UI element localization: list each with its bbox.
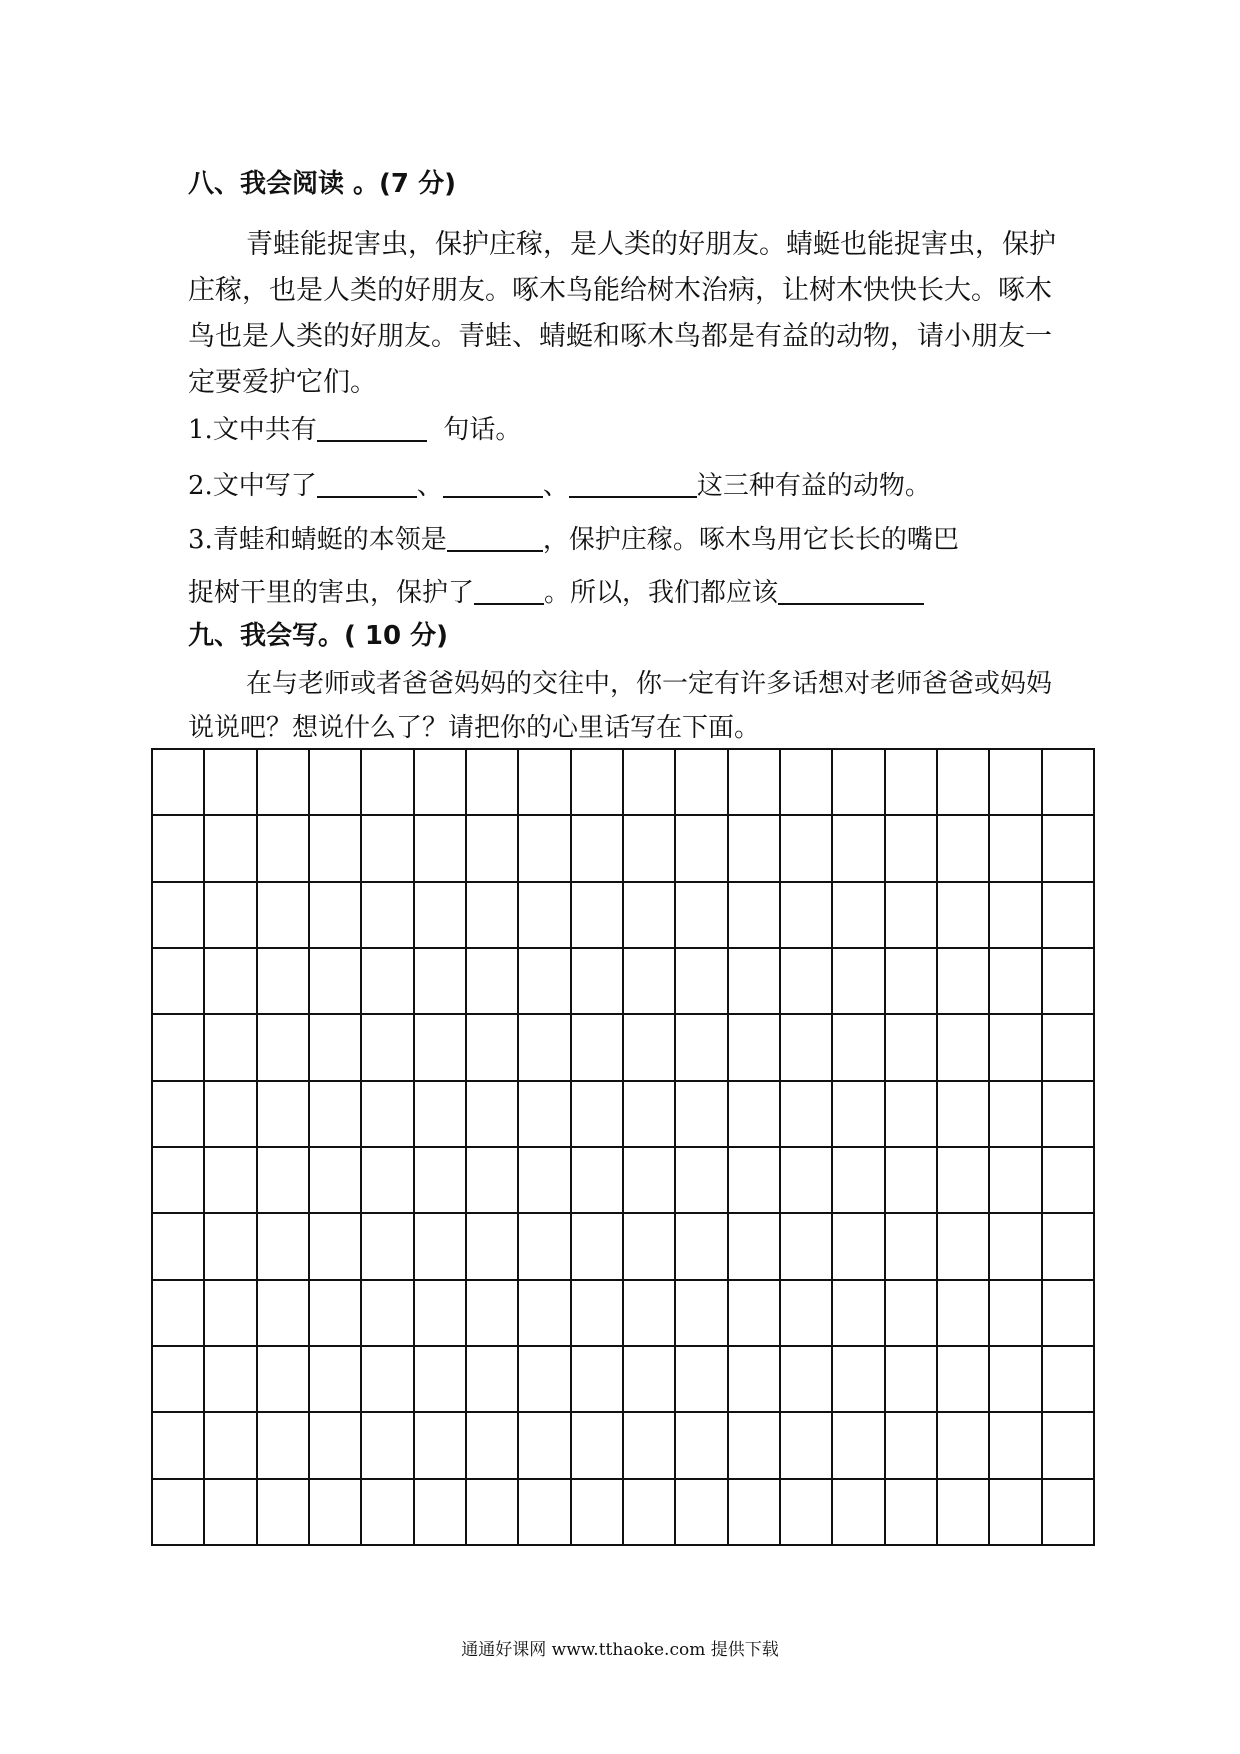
question-2-blank-2[interactable] [443,468,543,498]
grid-cell[interactable] [886,1015,938,1081]
grid-cell[interactable] [258,949,310,1015]
grid-cell[interactable] [781,1082,833,1148]
grid-cell[interactable] [990,1480,1042,1546]
grid-cell[interactable] [729,949,781,1015]
grid-cell[interactable] [572,1413,624,1479]
grid-cell[interactable] [938,1015,990,1081]
grid-cell[interactable] [938,949,990,1015]
grid-cell[interactable] [938,1148,990,1214]
grid-cell[interactable] [362,1082,414,1148]
grid-cell[interactable] [467,1015,519,1081]
question-3-text-2: ，保护庄稼。啄木鸟用它长长的嘴巴 [542,525,959,555]
grid-cell[interactable] [519,750,571,816]
grid-cell[interactable] [362,1347,414,1413]
grid-cell[interactable] [205,750,257,816]
grid-cell[interactable] [781,1148,833,1214]
grid-cell[interactable] [729,1480,781,1546]
grid-cell[interactable] [781,1214,833,1280]
grid-cell[interactable] [886,750,938,816]
question-1-text: 1.文中共有 [188,415,317,445]
grid-cell[interactable] [258,750,310,816]
grid-cell[interactable] [833,750,885,816]
grid-cell[interactable] [415,816,467,882]
grid-cell[interactable] [310,949,362,1015]
grid-cell[interactable] [572,949,624,1015]
grid-cell[interactable] [467,883,519,949]
grid-cell[interactable] [205,1082,257,1148]
grid-cell[interactable] [1043,750,1095,816]
grid-cell[interactable] [258,1148,310,1214]
grid-cell[interactable] [153,750,205,816]
grid-cell[interactable] [1043,816,1095,882]
grid-cell[interactable] [624,883,676,949]
grid-cell[interactable] [258,1413,310,1479]
question-3-blank-2[interactable] [474,575,544,605]
grid-cell[interactable] [519,816,571,882]
grid-cell[interactable] [938,1480,990,1546]
grid-cell[interactable] [310,816,362,882]
grid-cell[interactable] [467,1082,519,1148]
writing-prompt [188,662,1068,750]
grid-cell[interactable] [153,1214,205,1280]
grid-cell[interactable] [310,1015,362,1081]
grid-cell[interactable] [467,1480,519,1546]
grid-cell[interactable] [990,883,1042,949]
grid-cell[interactable] [415,1413,467,1479]
grid-cell[interactable] [572,1281,624,1347]
grid-cell[interactable] [205,816,257,882]
grid-cell[interactable] [781,1281,833,1347]
grid-cell[interactable] [990,750,1042,816]
grid-cell[interactable] [1043,949,1095,1015]
grid-cell[interactable] [153,1015,205,1081]
grid-cell[interactable] [258,1281,310,1347]
grid-cell[interactable] [781,1015,833,1081]
grid-cell[interactable] [415,1347,467,1413]
grid-cell[interactable] [1043,883,1095,949]
grid-cell[interactable] [415,883,467,949]
grid-cell[interactable] [886,816,938,882]
grid-cell[interactable] [572,1015,624,1081]
grid-cell[interactable] [886,1148,938,1214]
grid-cell[interactable] [415,949,467,1015]
grid-cell[interactable] [310,750,362,816]
grid-cell[interactable] [1043,1148,1095,1214]
grid-cell[interactable] [415,1148,467,1214]
grid-cell[interactable] [205,1214,257,1280]
grid-cell[interactable] [519,1082,571,1148]
grid-cell[interactable] [624,1148,676,1214]
grid-cell[interactable] [153,949,205,1015]
grid-cell[interactable] [467,1413,519,1479]
grid-cell[interactable] [467,1281,519,1347]
grid-cell[interactable] [519,1281,571,1347]
grid-cell[interactable] [624,949,676,1015]
grid-cell[interactable] [1043,1347,1095,1413]
grid-cell[interactable] [781,1413,833,1479]
question-3-text: 3.青蛙和蜻蜓的本领是 [188,525,447,555]
grid-cell[interactable] [886,1413,938,1479]
section-9-heading: 九、我会写。( 10 分) [188,621,449,651]
grid-cell[interactable] [258,1214,310,1280]
grid-cell[interactable] [833,883,885,949]
grid-cell[interactable] [310,1480,362,1546]
grid-cell[interactable] [153,1082,205,1148]
grid-cell[interactable] [258,816,310,882]
grid-cell[interactable] [676,1413,728,1479]
grid-cell[interactable] [467,750,519,816]
grid-cell[interactable] [833,1480,885,1546]
grid-cell[interactable] [676,1281,728,1347]
grid-cell[interactable] [729,1347,781,1413]
grid-cell[interactable] [415,750,467,816]
grid-cell[interactable] [258,1082,310,1148]
grid-cell[interactable] [205,949,257,1015]
grid-cell[interactable] [624,1347,676,1413]
grid-cell[interactable] [258,1015,310,1081]
grid-cell[interactable] [781,1347,833,1413]
grid-cell[interactable] [572,1347,624,1413]
grid-cell[interactable] [153,883,205,949]
grid-cell[interactable] [833,949,885,1015]
question-2-blank-1[interactable] [317,468,417,498]
grid-cell[interactable] [990,1214,1042,1280]
grid-cell[interactable] [886,1214,938,1280]
grid-cell[interactable] [938,1082,990,1148]
grid-cell[interactable] [886,1480,938,1546]
question-3-text-4: 。所以，我们都应该 [544,578,779,608]
grid-cell[interactable] [938,883,990,949]
grid-cell[interactable] [205,1281,257,1347]
grid-cell[interactable] [519,949,571,1015]
grid-cell[interactable] [833,816,885,882]
question-1 [188,412,521,447]
grid-cell[interactable] [205,1413,257,1479]
grid-cell[interactable] [1043,1480,1095,1546]
grid-cell[interactable] [833,1148,885,1214]
grid-cell[interactable] [729,883,781,949]
question-2-suffix: 这三种有益的动物。 [696,471,931,501]
grid-cell[interactable] [938,816,990,882]
grid-cell[interactable] [519,1480,571,1546]
grid-cell[interactable] [519,1015,571,1081]
grid-cell[interactable] [415,1214,467,1280]
grid-cell[interactable] [1043,1082,1095,1148]
writing-grid[interactable] [151,748,1095,1546]
question-3-blank-3[interactable] [778,575,924,605]
question-1-suffix: 句话。 [443,415,522,445]
grid-cell[interactable] [624,750,676,816]
grid-cell[interactable] [362,1214,414,1280]
grid-cell[interactable] [572,1082,624,1148]
grid-cell[interactable] [205,1015,257,1081]
grid-cell[interactable] [833,1413,885,1479]
grid-cell[interactable] [572,883,624,949]
grid-cell[interactable] [938,1214,990,1280]
grid-cell[interactable] [729,1082,781,1148]
grid-cell[interactable] [886,1281,938,1347]
writing-prompt-text: 在与老师或者爸爸妈妈的交往中，你一定有许多话想对老师爸爸或妈妈说说吧？想说什么了？请把你的心里话写在下面。 [188,669,1053,743]
grid-cell[interactable] [676,1214,728,1280]
grid-cell[interactable] [362,1281,414,1347]
grid-cell[interactable] [990,1281,1042,1347]
grid-cell[interactable] [362,949,414,1015]
grid-cell[interactable] [310,1413,362,1479]
grid-cell[interactable] [990,1015,1042,1081]
grid-cell[interactable] [729,750,781,816]
grid-cell[interactable] [205,1148,257,1214]
question-3-blank-1[interactable] [447,522,543,552]
passage-text: 青蛙能捉害虫，保护庄稼，是人类的好朋友。蜻蜓也能捉害虫，保护庄稼，也是人类的好朋友。啄木鸟能给树木治病，让树木快快长大。啄木鸟也是人类的好朋友。青蛙、蜻蜓和啄木鸟都是有益的动物，请小朋友一定要爱护它们。 [188,229,1056,398]
grid-cell[interactable] [572,816,624,882]
question-2 [188,468,931,503]
grid-cell[interactable] [1043,1214,1095,1280]
question-3-line-2 [188,575,924,610]
grid-cell[interactable] [624,1281,676,1347]
grid-cell[interactable] [833,1015,885,1081]
grid-cell[interactable] [729,1413,781,1479]
grid-cell[interactable] [258,883,310,949]
grid-cell[interactable] [833,1347,885,1413]
grid-cell[interactable] [886,883,938,949]
grid-cell[interactable] [624,1413,676,1479]
grid-cell[interactable] [572,1148,624,1214]
grid-cell[interactable] [519,883,571,949]
grid-cell[interactable] [990,949,1042,1015]
grid-cell[interactable] [833,1281,885,1347]
grid-cell[interactable] [519,1214,571,1280]
reading-passage [188,222,1068,406]
grid-cell[interactable] [990,1347,1042,1413]
grid-cell[interactable] [938,1347,990,1413]
grid-cell[interactable] [153,816,205,882]
grid-cell[interactable] [258,1347,310,1413]
grid-cell[interactable] [572,750,624,816]
grid-cell[interactable] [153,1148,205,1214]
grid-cell[interactable] [467,1214,519,1280]
grid-cell[interactable] [938,750,990,816]
grid-cell[interactable] [781,816,833,882]
grid-cell[interactable] [833,1082,885,1148]
grid-cell[interactable] [310,1082,362,1148]
grid-cell[interactable] [781,750,833,816]
grid-cell[interactable] [676,1148,728,1214]
grid-cell[interactable] [519,1413,571,1479]
grid-cell[interactable] [990,1148,1042,1214]
grid-cell[interactable] [781,883,833,949]
grid-cell[interactable] [153,1281,205,1347]
grid-cell[interactable] [833,1214,885,1280]
footer-credit: 通通好课网 www.tthaoke.com 提供下载 [461,1640,779,1660]
grid-cell[interactable] [938,1281,990,1347]
grid-cell[interactable] [415,1281,467,1347]
grid-cell[interactable] [729,1281,781,1347]
grid-cell[interactable] [676,1347,728,1413]
grid-cell[interactable] [467,949,519,1015]
grid-cell[interactable] [310,1214,362,1280]
grid-cell[interactable] [153,1347,205,1413]
grid-cell[interactable] [205,1480,257,1546]
grid-cell[interactable] [153,1413,205,1479]
grid-cell[interactable] [205,883,257,949]
grid-cell[interactable] [624,1082,676,1148]
question-2-sep-2: 、 [542,471,569,501]
grid-cell[interactable] [781,1480,833,1546]
grid-cell[interactable] [467,1148,519,1214]
question-3-text-3: 捉树干里的害虫，保护了 [188,578,475,608]
question-2-text: 2.文中写了 [188,471,317,501]
grid-cell[interactable] [258,1480,310,1546]
grid-cell[interactable] [729,816,781,882]
grid-cell[interactable] [676,1480,728,1546]
grid-cell[interactable] [362,883,414,949]
grid-cell[interactable] [467,816,519,882]
grid-cell[interactable] [624,1015,676,1081]
grid-cell[interactable] [1043,1015,1095,1081]
grid-cell[interactable] [676,1015,728,1081]
grid-cell[interactable] [519,1347,571,1413]
grid-cell[interactable] [729,1214,781,1280]
grid-cell[interactable] [572,1214,624,1280]
question-2-blank-3[interactable] [569,468,697,498]
grid-cell[interactable] [362,1413,414,1479]
grid-cell[interactable] [729,1148,781,1214]
question-2-sep-1: 、 [416,471,443,501]
grid-cell[interactable] [415,1015,467,1081]
section-8-heading: 八、我会阅读 。(7 分) [188,169,456,199]
grid-cell[interactable] [729,1015,781,1081]
grid-cell[interactable] [153,1480,205,1546]
grid-cell[interactable] [415,1082,467,1148]
grid-cell[interactable] [362,1015,414,1081]
grid-cell[interactable] [624,1480,676,1546]
grid-cell[interactable] [676,883,728,949]
grid-cell[interactable] [310,1347,362,1413]
grid-cell[interactable] [676,750,728,816]
grid-cell[interactable] [676,1082,728,1148]
grid-cell[interactable] [886,949,938,1015]
grid-cell[interactable] [362,1480,414,1546]
grid-cell[interactable] [519,1148,571,1214]
grid-cell[interactable] [990,1082,1042,1148]
grid-cell[interactable] [1043,1413,1095,1479]
question-3-line-1 [188,522,959,557]
grid-cell[interactable] [467,1347,519,1413]
grid-cell[interactable] [362,1148,414,1214]
grid-cell[interactable] [886,1347,938,1413]
grid-cell[interactable] [1043,1281,1095,1347]
grid-cell[interactable] [676,949,728,1015]
grid-cell[interactable] [990,816,1042,882]
grid-cell[interactable] [310,1148,362,1214]
grid-cell[interactable] [310,883,362,949]
grid-cell[interactable] [205,1347,257,1413]
grid-cell[interactable] [362,816,414,882]
grid-cell[interactable] [362,750,414,816]
question-1-blank[interactable] [317,412,427,442]
grid-cell[interactable] [781,949,833,1015]
grid-cell[interactable] [624,816,676,882]
grid-cell[interactable] [415,1480,467,1546]
grid-cell[interactable] [310,1281,362,1347]
grid-cell[interactable] [572,1480,624,1546]
grid-cell[interactable] [676,816,728,882]
grid-cell[interactable] [938,1413,990,1479]
grid-cell[interactable] [990,1413,1042,1479]
grid-cell[interactable] [624,1214,676,1280]
grid-cell[interactable] [886,1082,938,1148]
